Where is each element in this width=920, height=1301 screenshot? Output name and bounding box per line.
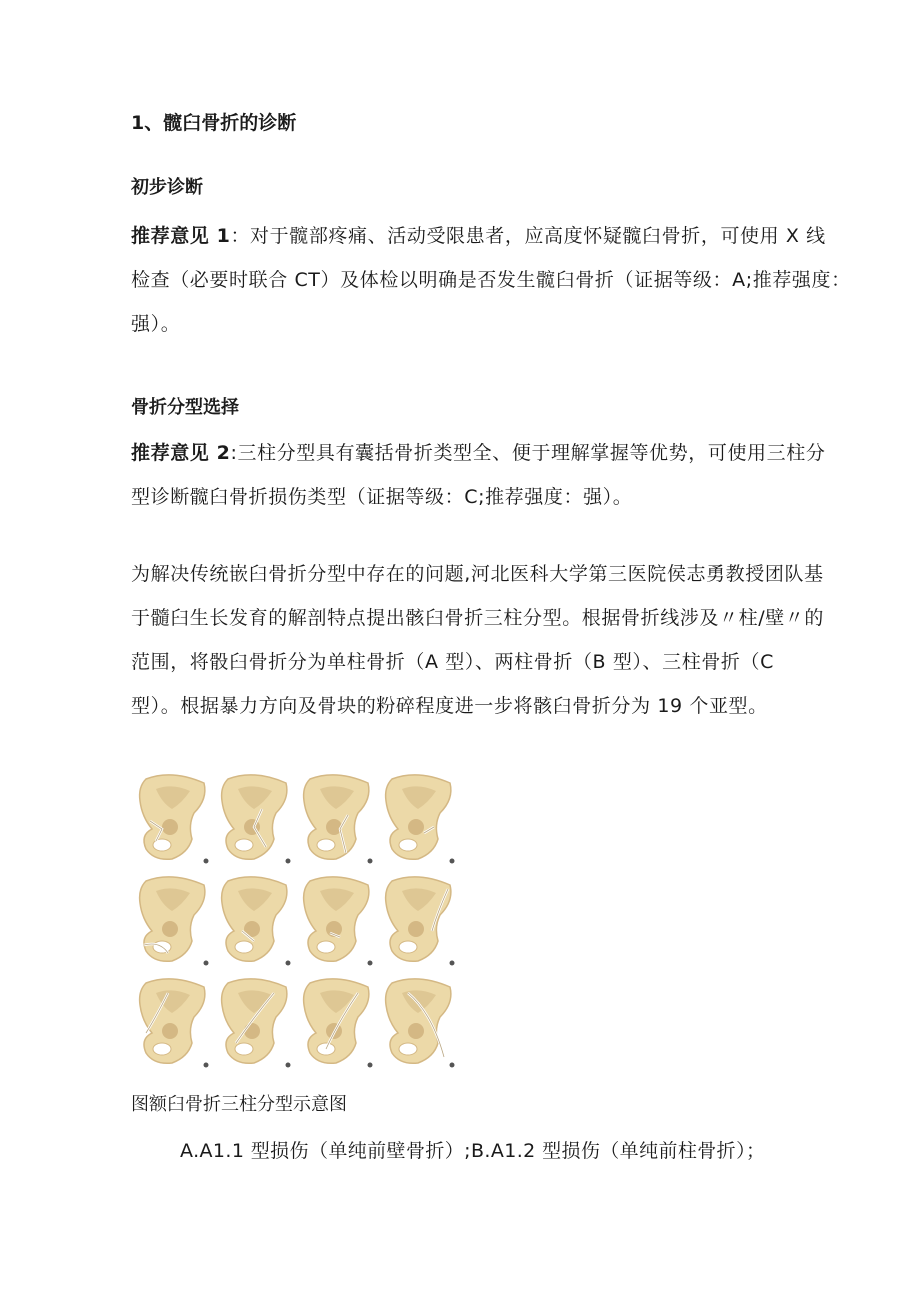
pelvis-illustration bbox=[304, 979, 373, 1068]
obturator-foramen bbox=[399, 941, 417, 953]
paragraph-line: 于髓臼生长发育的解剖特点提出骸臼骨折三柱分型。根据骨折线涉及〃柱/壁〃的 bbox=[131, 607, 825, 629]
fracture-classification-figure bbox=[130, 765, 470, 1070]
pelvis-illustration bbox=[386, 979, 455, 1068]
pelvis-illustration bbox=[304, 877, 373, 966]
subheading-initial-diagnosis: 初步诊断 bbox=[131, 177, 203, 198]
recommendation-1 bbox=[131, 214, 851, 346]
pelvis-illustration bbox=[140, 877, 209, 966]
panel-marker-dot bbox=[286, 1063, 291, 1068]
recommendation-2-line: 型诊断髋臼骨折损伤类型（证据等级：C;推荐强度：强）。 bbox=[131, 486, 633, 508]
obturator-foramen bbox=[235, 1043, 253, 1055]
panel-marker-dot bbox=[286, 961, 291, 966]
acetabulum-socket bbox=[408, 1023, 424, 1039]
recommendation-1-line: 检查（必要时联合 CT）及体检以明确是否发生髋臼骨折（证据等级：A;推荐强度： bbox=[131, 269, 851, 291]
figure-subcaption: A.A1.1 型损伤（单纯前壁骨折）;B.A1.2 型损伤（单纯前柱骨折）； bbox=[180, 1140, 766, 1162]
panel-marker-dot bbox=[204, 961, 209, 966]
pelvis-illustration bbox=[386, 877, 455, 966]
panel-marker-dot bbox=[286, 859, 291, 864]
recommendation-1-label: 推荐意见 1 bbox=[131, 225, 231, 247]
pelvis-illustration bbox=[140, 979, 209, 1068]
pelvis-diagram-grid bbox=[130, 765, 470, 1070]
section-heading: 1、髋臼骨折的诊断 bbox=[131, 112, 297, 134]
panel-marker-dot bbox=[450, 961, 455, 966]
paragraph-line: 型）。根据暴力方向及骨块的粉碎程度进一步将骸臼骨折分为 19 个亚型。 bbox=[131, 695, 768, 717]
obturator-foramen bbox=[317, 941, 335, 953]
pelvis-illustration bbox=[222, 877, 291, 966]
pelvis-illustration bbox=[386, 775, 455, 864]
body-paragraph bbox=[131, 552, 824, 728]
pelvis-illustration bbox=[222, 979, 291, 1068]
paragraph-line: 范围，将骰臼骨折分为单柱骨折（A 型）、两柱骨折（B 型）、三柱骨折（C bbox=[131, 651, 774, 673]
figure-caption: 图额臼骨折三柱分型示意图 bbox=[131, 1094, 347, 1115]
panel-marker-dot bbox=[204, 1063, 209, 1068]
recommendation-2-line: 推荐意见 2:三柱分型具有囊括骨折类型全、便于理解掌握等优势，可使用三柱分 bbox=[131, 442, 826, 464]
recommendation-2 bbox=[131, 431, 825, 519]
acetabulum-socket bbox=[244, 1023, 260, 1039]
subheading-classification: 骨折分型选择 bbox=[131, 397, 239, 418]
obturator-foramen bbox=[235, 839, 253, 851]
obturator-foramen bbox=[399, 839, 417, 851]
acetabulum-socket bbox=[162, 819, 178, 835]
acetabulum-socket bbox=[408, 921, 424, 937]
acetabulum-socket bbox=[162, 921, 178, 937]
pelvis-illustration bbox=[222, 775, 291, 864]
acetabulum-socket bbox=[326, 819, 342, 835]
panel-marker-dot bbox=[204, 859, 209, 864]
panel-marker-dot bbox=[368, 1063, 373, 1068]
obturator-foramen bbox=[399, 1043, 417, 1055]
panel-marker-dot bbox=[368, 961, 373, 966]
obturator-foramen bbox=[153, 1043, 171, 1055]
paragraph-line: 为解决传统嵌臼骨折分型中存在的问题,河北医科大学第三医院侯志勇教授团队基 bbox=[131, 563, 824, 585]
obturator-foramen bbox=[235, 941, 253, 953]
panel-marker-dot bbox=[368, 859, 373, 864]
obturator-foramen bbox=[317, 839, 335, 851]
acetabulum-socket bbox=[408, 819, 424, 835]
panel-marker-dot bbox=[450, 859, 455, 864]
recommendation-1-line: 推荐意见 1：对于髋部疼痛、活动受限患者，应高度怀疑髋臼骨折，可使用 X 线 bbox=[131, 225, 826, 247]
pelvis-illustration bbox=[140, 775, 209, 864]
acetabulum-socket bbox=[162, 1023, 178, 1039]
recommendation-1-line: 强）。 bbox=[131, 313, 181, 335]
pelvis-illustration bbox=[304, 775, 373, 864]
panel-marker-dot bbox=[450, 1063, 455, 1068]
recommendation-2-label: 推荐意见 2 bbox=[131, 442, 231, 464]
